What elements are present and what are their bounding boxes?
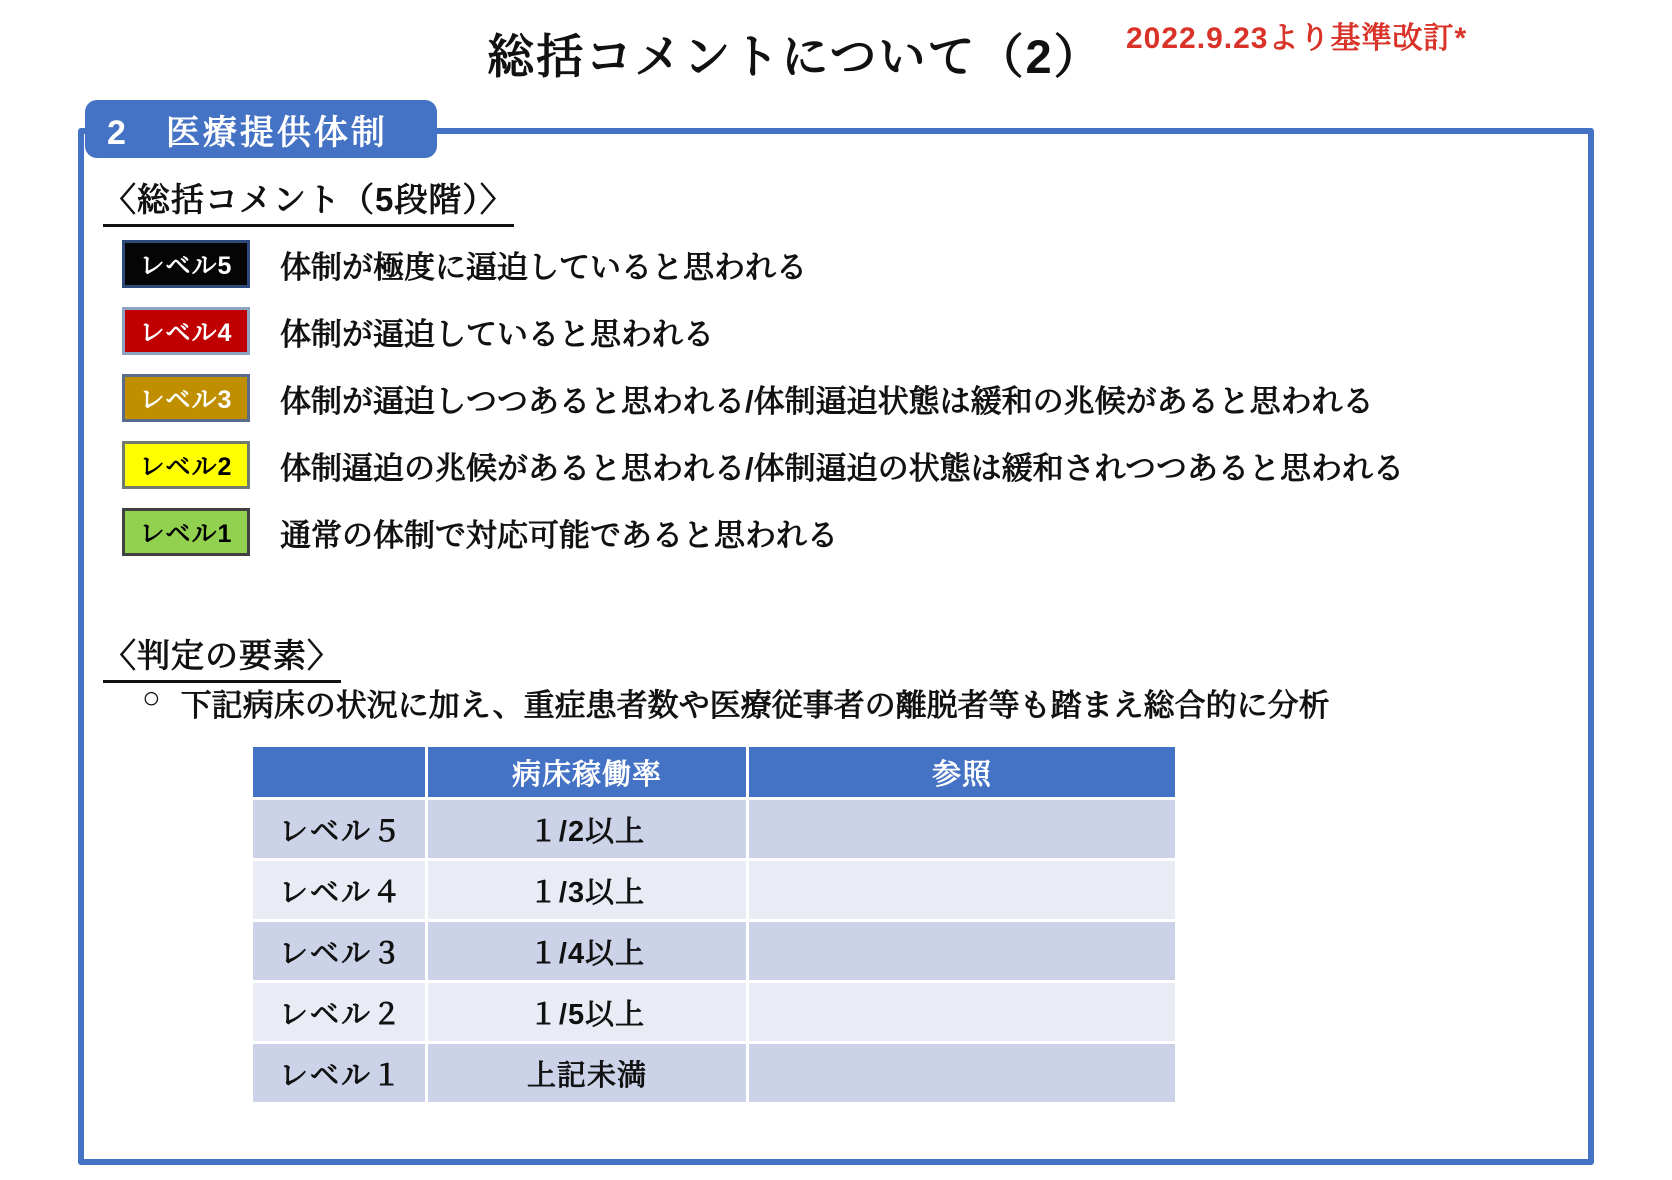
level-description: 体制が逼迫していると思われる (280, 316, 714, 352)
bullet-text: 下記病床の状況に加え、重症患者数や医療従事者の離脱者等も踏まえ総合的に分析 (180, 688, 1330, 723)
criteria-table-cell: レベル５ (253, 800, 425, 858)
criteria-table-cell: レベル４ (253, 861, 425, 919)
criteria-table-body (253, 800, 1175, 1102)
level-badge: レベル2 (122, 441, 250, 489)
criteria-table-cell (749, 922, 1175, 980)
criteria-table-cell (749, 861, 1175, 919)
level-row (122, 307, 1404, 355)
comment-heading: 〈総括コメント（5段階）〉 (103, 174, 514, 227)
criteria-table-cell (749, 1044, 1175, 1102)
criteria-table-cell: １/5以上 (428, 983, 746, 1041)
revision-note: 2022.9.23より基準改訂* (1126, 22, 1468, 55)
criteria-table-cell (749, 983, 1175, 1041)
level-row (122, 374, 1404, 422)
content-box (78, 128, 1594, 1165)
criteria-table-row (253, 922, 1175, 980)
criteria-table (250, 744, 1178, 1105)
criteria-table-row (253, 983, 1175, 1041)
level-badge: レベル5 (122, 240, 250, 288)
level-row (122, 441, 1404, 489)
level-description: 体制が逼迫しつつあると思われる/体制逼迫状態は緩和の兆候があると思われる (280, 383, 1374, 419)
criteria-table-cell: １/2以上 (428, 800, 746, 858)
level-row (122, 240, 1404, 288)
criteria-table-header-row (253, 747, 1175, 797)
level-description: 体制が極度に逼迫していると思われる (280, 249, 807, 285)
level-description: 体制逼迫の兆候があると思われる/体制逼迫の状態は緩和されつつあると思われる (280, 450, 1404, 486)
criteria-table-cell (749, 800, 1175, 858)
criteria-table-cell: レベル２ (253, 983, 425, 1041)
section-tab-label: 2 医療提供体制 (107, 113, 388, 152)
level-badge: レベル1 (122, 508, 250, 556)
level-row (122, 508, 1404, 556)
bullet-marker: ○ (142, 680, 161, 715)
level-description: 通常の体制で対応可能であると思われる (280, 517, 838, 553)
criteria-table-row (253, 861, 1175, 919)
criteria-table-row (253, 1044, 1175, 1102)
criteria-heading: 〈判定の要素〉 (103, 630, 341, 683)
section-tab (85, 100, 437, 158)
level-badge: レベル3 (122, 374, 250, 422)
criteria-table-header-cell (253, 747, 425, 797)
criteria-table-cell: １/4以上 (428, 922, 746, 980)
criteria-table-cell: 上記未満 (428, 1044, 746, 1102)
page-title: 総括コメントについて（2） (487, 30, 1103, 83)
criteria-table-cell: レベル３ (253, 922, 425, 980)
criteria-table-row (253, 800, 1175, 858)
criteria-table-cell: レベル１ (253, 1044, 425, 1102)
criteria-table-header-cell: 参照 (749, 747, 1175, 797)
criteria-table-cell: １/3以上 (428, 861, 746, 919)
level-badge: レベル4 (122, 307, 250, 355)
criteria-table-header-cell: 病床稼働率 (428, 747, 746, 797)
level-list (122, 240, 1404, 575)
criteria-bullet (142, 680, 1330, 725)
